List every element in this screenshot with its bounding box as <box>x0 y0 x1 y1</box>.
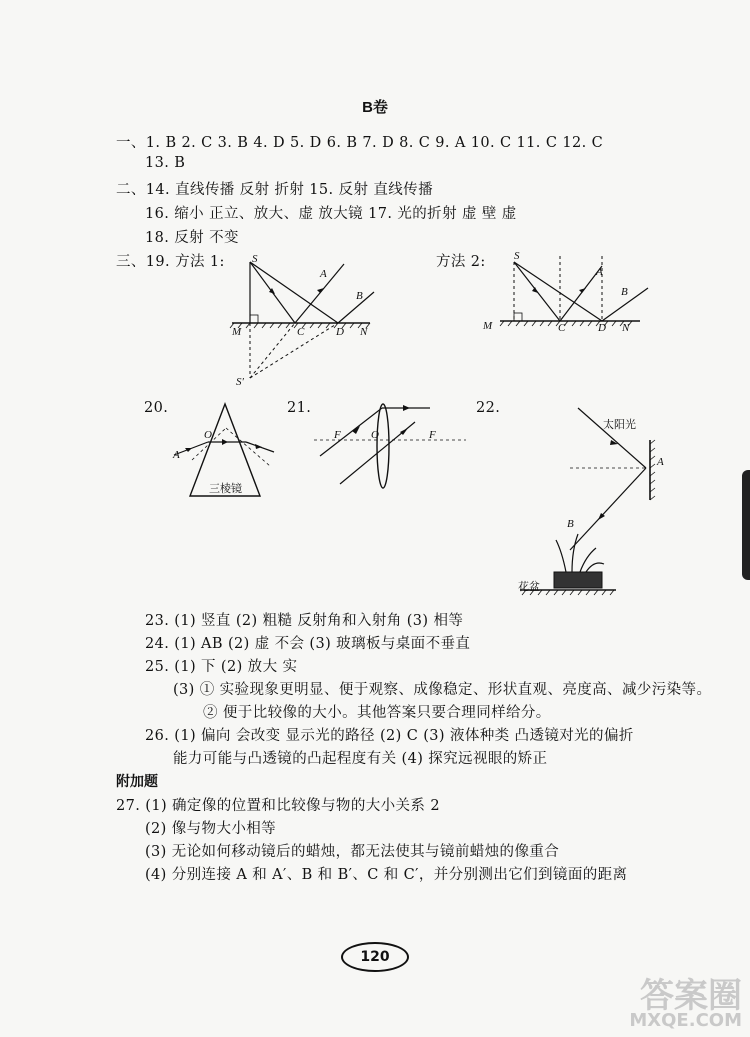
label-A: A <box>320 268 327 280</box>
figure-19-method-1 <box>220 248 390 388</box>
label-A-22: A <box>657 456 664 468</box>
answer-line-27-2: (2) 像与物大小相等 <box>145 821 277 837</box>
label-F-left: F <box>334 429 341 441</box>
label-O-21: O <box>371 429 379 441</box>
label-B-2: B <box>621 286 628 298</box>
answer-line-27: 27. (1) 确定像的位置和比较像与物的大小关系 2 <box>116 798 440 814</box>
label-M: M <box>232 326 242 338</box>
answer-line-19-method2: 方法 2: <box>436 254 486 270</box>
label-S-2: S <box>514 250 520 262</box>
page-number: 120 <box>341 942 409 972</box>
bonus-section-heading: 附加题 <box>116 774 158 790</box>
answer-line-26b: 能力可能与凸透镜的凸起程度有关 (4) 探究远视眼的矫正 <box>173 751 548 767</box>
figure-22-mirror <box>520 400 670 610</box>
label-O-20: O <box>204 429 212 441</box>
label-S-prime: S′ <box>236 376 244 388</box>
label-S: S <box>252 253 258 265</box>
binding-edge <box>742 470 750 580</box>
section-title: B卷 <box>362 99 388 116</box>
answer-line-1: 一、1. B 2. C 3. B 4. D 5. D 6. B 7. D 8. C 9. A 10. C 11. C 12. C <box>116 135 604 151</box>
label-F-right: F <box>429 429 436 441</box>
label-D-2: D <box>598 322 606 334</box>
label-B: B <box>356 290 363 302</box>
figure-22-number: 22. <box>476 400 501 416</box>
answer-line-14: 二、14. 直线传播 反射 折射 15. 反射 直线传播 <box>116 182 433 198</box>
prism-label: 三棱镜 <box>209 483 242 495</box>
answer-line-25-3: (3) ① 实验现象更明显、便于观察、成像稳定、形状直观、亮度高、减少污染等。 <box>173 682 712 698</box>
label-M-2: M <box>483 320 493 332</box>
sunlight-label: 太阳光 <box>603 419 636 431</box>
answer-line-18: 18. 反射 不变 <box>145 230 239 246</box>
label-N: N <box>360 326 368 338</box>
watermark-logo: 答案圈 <box>640 976 742 1016</box>
answer-line-2: 13. B <box>145 155 186 171</box>
pot-label: 花盆 <box>518 581 540 593</box>
answer-line-16: 16. 缩小 正立、放大、虚 放大镜 17. 光的折射 虚 壁 虚 <box>145 206 517 222</box>
answer-line-27-3: (3) 无论如何移动镜后的蜡烛，都无法使其与镜前蜡烛的像重合 <box>145 844 560 860</box>
label-C: C <box>297 326 305 338</box>
answer-line-23: 23. (1) 竖直 (2) 粗糙 反射角和入射角 (3) 相等 <box>145 613 464 629</box>
answer-line-19: 三、19. 方法 1: <box>116 254 225 270</box>
figure-20-number: 20. <box>144 400 169 416</box>
answer-line-25: 25. (1) 下 (2) 放大 实 <box>145 659 298 675</box>
label-B-22: B <box>567 518 574 530</box>
figure-21-number: 21. <box>287 400 312 416</box>
label-A-2: A <box>596 266 603 278</box>
label-A-20: A <box>173 449 180 461</box>
label-N-2: N <box>622 322 630 334</box>
figure-21-lens <box>310 400 470 495</box>
answer-line-24: 24. (1) AB (2) 虚 不会 (3) 玻璃板与桌面不垂直 <box>145 636 471 652</box>
answer-line-26: 26. (1) 偏向 会改变 显示光的路径 (2) C (3) 液体种类 凸透镜对光的偏折 <box>145 728 634 744</box>
answer-line-27-4: (4) 分别连接 A 和 A′、B 和 B′、C 和 C′，并分别测出它们到镜面的距离 <box>145 867 628 883</box>
label-C-2: C <box>558 322 566 334</box>
answer-line-25-3b: ② 便于比较像的大小。其他答案只要合理同样给分。 <box>203 705 551 721</box>
label-D: D <box>336 326 344 338</box>
watermark-url: MXQE.COM <box>629 1010 742 1031</box>
